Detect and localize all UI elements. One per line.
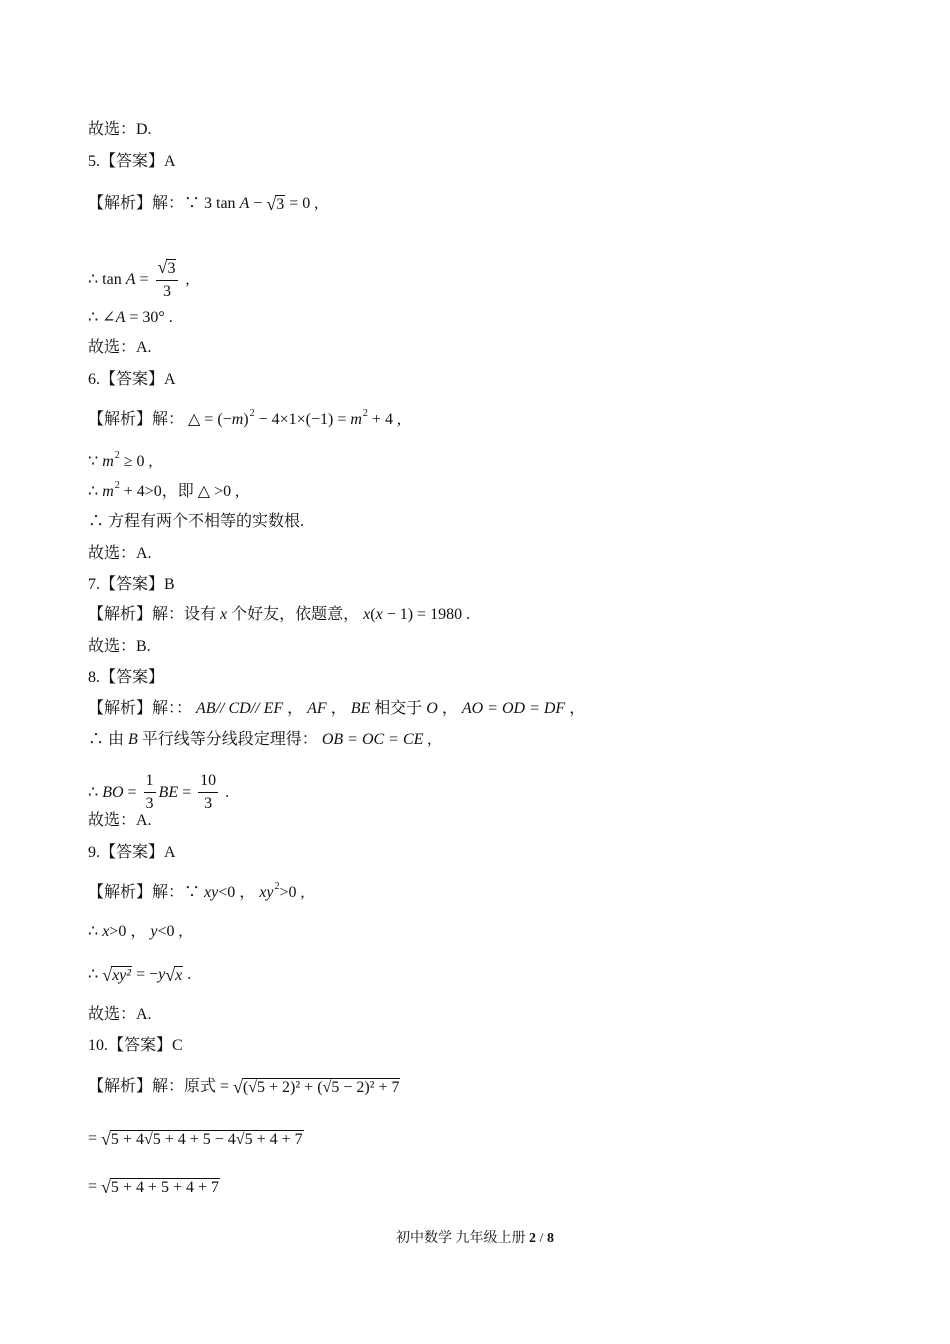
math-variable: A <box>239 195 250 212</box>
text-run: = <box>178 783 196 801</box>
text-line <box>88 1077 400 1097</box>
text-run: ∴ tan <box>88 270 126 288</box>
text-run: + 4>0，即 △ >0 , <box>119 483 240 500</box>
text-run: , <box>181 270 190 288</box>
radicand: (√5 + 2)² + (√5 − 2)² + 7 <box>242 1079 400 1096</box>
text-line <box>88 1177 220 1197</box>
sqrt-expression <box>233 1077 400 1097</box>
superscript: 2 <box>362 408 368 419</box>
text-run: = <box>135 270 153 288</box>
math-variable: x <box>363 606 371 623</box>
sqrt-expression <box>101 1129 304 1149</box>
text-run: 故选：B. <box>88 638 151 655</box>
radicand: 5 + 4√5 + 4 + 5 − 4√5 + 4 + 7 <box>110 1131 303 1148</box>
math-variable: y <box>150 923 158 940</box>
superscript: 2 <box>274 881 280 892</box>
text-line <box>88 922 182 942</box>
text-run: ， <box>283 700 308 717</box>
text-run: , <box>423 731 432 748</box>
text-run: = − <box>132 966 159 983</box>
text-run: 8.【答案】 <box>88 669 165 686</box>
math-variable: AF <box>307 700 327 717</box>
text-line <box>88 482 239 502</box>
radicand: 5 + 4 + 5 + 4 + 7 <box>110 1179 220 1196</box>
text-run: 9.【答案】A <box>88 844 176 861</box>
text-run: . <box>221 783 230 801</box>
radical-sign: √ <box>165 965 176 985</box>
radicand: 3 <box>276 196 285 213</box>
text-run: 【解析】解： △ = (− <box>88 411 232 428</box>
math-variable: x <box>102 923 110 940</box>
text-run: ≥ 0 , <box>119 453 153 470</box>
text-line <box>88 668 164 688</box>
math-variable: m <box>102 453 114 470</box>
text-run: − <box>249 195 267 212</box>
text-run: − 4×1×(−1) = <box>254 411 351 428</box>
math-variable: x <box>220 606 228 623</box>
text-run: = <box>123 783 141 801</box>
math-variable: xy <box>204 884 219 901</box>
text-line <box>88 1036 183 1056</box>
text-run: <0 ， <box>218 884 260 901</box>
superscript: 2 <box>249 408 255 419</box>
numerator: 1 <box>144 770 156 793</box>
text-run: = 0 , <box>285 195 319 212</box>
text-run: 7.【答案】B <box>88 576 175 593</box>
text-run: ∴ <box>88 966 103 983</box>
text-run: 故选：D. <box>88 121 152 138</box>
text-line <box>88 452 153 472</box>
math-variable: O <box>426 700 438 717</box>
page-total: 8 <box>546 1231 554 1246</box>
numerator <box>156 256 179 281</box>
page-number: 2 <box>529 1231 537 1246</box>
sqrt-expression <box>102 965 132 985</box>
text-run: 个好友，依题意， <box>227 606 364 623</box>
text-run: 故选：A. <box>88 339 152 356</box>
math-variable: B <box>128 731 138 748</box>
text-run: ) <box>243 411 249 428</box>
text-run: ( <box>370 606 376 623</box>
math-variable: OB = OC = CE <box>321 731 424 748</box>
text-run: ∴ 由 <box>88 731 129 748</box>
text-run: − 1) = 1980 . <box>382 606 471 623</box>
text-line <box>88 338 152 358</box>
text-run: ∴ <box>88 483 103 500</box>
math-variable: A <box>125 270 136 288</box>
text-line <box>88 1129 304 1149</box>
sqrt-expression <box>266 194 285 214</box>
math-variable: A <box>115 309 126 326</box>
text-run: 平行线等分线段定理得： <box>137 731 322 748</box>
superscript: 2 <box>114 450 120 461</box>
text-run: 10.【答案】C <box>88 1037 183 1054</box>
text-run: = <box>88 1178 102 1195</box>
text-line <box>88 883 304 903</box>
text-run: 故选：A. <box>88 812 152 829</box>
radical-sign: √ <box>266 194 277 214</box>
radicand: xy² <box>112 967 132 984</box>
denominator: 3 <box>204 795 213 812</box>
math-variable: m <box>102 483 114 500</box>
radical-sign: √ <box>233 1077 243 1097</box>
text-run: 6.【答案】A <box>88 371 176 388</box>
radical-sign: √ <box>101 1177 111 1197</box>
math-variable: BE <box>158 783 179 801</box>
math-variable: xy <box>259 884 274 901</box>
math-variable: m <box>231 411 244 428</box>
text-run: 【解析】解：设有 <box>88 606 221 623</box>
text-line <box>88 152 176 172</box>
math-variable: y <box>158 966 166 983</box>
text-line <box>88 637 151 657</box>
text-line <box>88 544 152 564</box>
page-separator: / <box>536 1231 547 1246</box>
sqrt-expression <box>158 256 177 278</box>
denominator: 3 <box>162 283 171 300</box>
fraction <box>144 770 156 815</box>
text-run: ， <box>326 700 351 717</box>
text-line <box>88 605 470 625</box>
text-line <box>88 120 152 140</box>
math-variable: AB// CD// EF <box>196 700 284 717</box>
text-run: + 4 , <box>367 411 401 428</box>
sqrt-expression <box>165 965 183 985</box>
text-run: 【解析】解：∵ 3 tan <box>88 195 240 212</box>
fraction <box>198 770 218 815</box>
radicand: x <box>175 967 183 984</box>
radical-sign: √ <box>157 257 168 277</box>
text-line <box>88 370 176 390</box>
math-variable: BE <box>350 700 371 717</box>
text-line <box>88 811 152 831</box>
math-variable: AO = OD = DF <box>461 700 566 717</box>
text-line <box>88 770 229 815</box>
sqrt-expression <box>101 1177 220 1197</box>
text-run: >0 , <box>279 884 305 901</box>
text-run: ， <box>437 700 462 717</box>
fraction <box>156 256 179 303</box>
text-line <box>88 194 318 214</box>
text-run: 【解析】解：： <box>88 700 197 717</box>
text-run: 【解析】解：原式 = <box>88 1078 234 1095</box>
text-run: ， <box>565 700 586 717</box>
math-variable: x <box>375 606 383 623</box>
text-run: ∴ ∠ <box>88 309 116 326</box>
text-line <box>88 843 176 863</box>
numerator: 10 <box>198 770 218 793</box>
radicand: 3 <box>167 260 176 277</box>
text-line <box>88 575 175 595</box>
radical-sign: √ <box>101 1129 111 1149</box>
text-line <box>88 1005 152 1025</box>
text-run: = <box>88 1130 102 1147</box>
text-line <box>88 512 304 532</box>
footer-title: 初中数学 九年级上册 <box>396 1231 530 1246</box>
text-line <box>88 308 173 328</box>
text-run: 故选：A. <box>88 545 152 562</box>
math-variable: BO <box>102 783 124 801</box>
text-run: 【解析】解：∵ <box>88 884 205 901</box>
text-run: <0 , <box>157 923 183 940</box>
text-line <box>88 699 585 719</box>
text-run: ∴ 方程有两个不相等的实数根. <box>88 513 305 530</box>
math-variable: m <box>350 411 362 428</box>
text-line <box>88 730 431 750</box>
text-run: ∴ <box>88 923 103 940</box>
superscript: 2 <box>114 480 120 491</box>
text-run: . <box>183 966 192 983</box>
radical-sign: √ <box>102 965 113 985</box>
text-run: 故选：A. <box>88 1006 152 1023</box>
text-line <box>88 965 191 985</box>
text-run: = 30° . <box>125 309 173 326</box>
denominator: 3 <box>145 795 154 812</box>
text-run: ∴ <box>88 783 103 801</box>
text-run: ∵ <box>88 453 103 470</box>
text-line <box>88 256 189 303</box>
text-run: 5.【答案】A <box>88 153 176 170</box>
text-line <box>88 410 401 430</box>
text-run: 相交于 <box>370 700 427 717</box>
text-run: >0 ， <box>109 923 151 940</box>
page-footer <box>0 1227 950 1247</box>
